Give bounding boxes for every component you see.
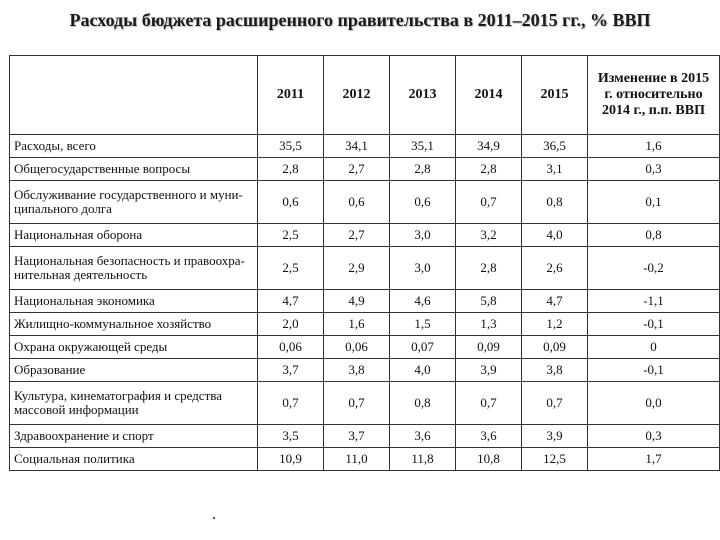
row-label: Национальная экономика [10,290,258,313]
table-row [10,158,720,181]
value-cell: 0,8 [522,181,588,224]
row-label: Общегосударственные вопросы [10,158,258,181]
change-value-cell: 1,7 [588,448,720,471]
value-cell: 2,5 [258,247,324,290]
value-cell: 0,07 [390,336,456,359]
table-row [10,313,720,336]
value-cell: 1,3 [456,313,522,336]
value-cell: 0,8 [390,382,456,425]
value-cell: 0,7 [324,382,390,425]
table-row [10,290,720,313]
value-cell: 2,8 [258,158,324,181]
value-cell: 2,9 [324,247,390,290]
value-cell: 2,8 [390,158,456,181]
value-cell: 35,1 [390,135,456,158]
stray-dot [213,517,215,519]
value-cell: 4,7 [258,290,324,313]
header-cell-change: Изменение в 2015 г. относительно 2014 г., п.п. ВВП [588,56,720,135]
row-label: Охрана окружающей среды [10,336,258,359]
value-cell: 34,9 [456,135,522,158]
row-label: Образование [10,359,258,382]
table-row [10,135,720,158]
value-cell: 3,1 [522,158,588,181]
header-cell-year: 2015 [522,56,588,135]
value-cell: 3,7 [258,359,324,382]
value-cell: 3,6 [456,425,522,448]
value-cell: 3,6 [390,425,456,448]
value-cell: 0,09 [522,336,588,359]
value-cell: 0,6 [258,181,324,224]
value-cell: 0,6 [390,181,456,224]
row-label: Обслуживание государственного и муни- ципального долга [10,181,258,224]
value-cell: 4,9 [324,290,390,313]
value-cell: 3,0 [390,247,456,290]
change-value-cell: 0,3 [588,425,720,448]
value-cell: 4,7 [522,290,588,313]
value-cell: 12,5 [522,448,588,471]
change-value-cell: 0,3 [588,158,720,181]
header-cell-year: 2012 [324,56,390,135]
table-header-row [10,56,720,135]
table-row [10,359,720,382]
value-cell: 3,5 [258,425,324,448]
table-row [10,336,720,359]
header-cell-year: 2013 [390,56,456,135]
value-cell: 0,09 [456,336,522,359]
value-cell: 3,8 [522,359,588,382]
value-cell: 1,5 [390,313,456,336]
value-cell: 2,7 [324,158,390,181]
value-cell: 0,7 [456,382,522,425]
value-cell: 35,5 [258,135,324,158]
table-row [10,247,720,290]
value-cell: 11,8 [390,448,456,471]
table-row [10,382,720,425]
change-value-cell: -0,1 [588,313,720,336]
table-row [10,181,720,224]
value-cell: 10,8 [456,448,522,471]
value-cell: 2,0 [258,313,324,336]
change-value-cell: 0,0 [588,382,720,425]
row-label: Национальная оборона [10,224,258,247]
change-value-cell: 1,6 [588,135,720,158]
change-value-cell: 0,1 [588,181,720,224]
value-cell: 3,9 [522,425,588,448]
value-cell: 4,6 [390,290,456,313]
value-cell: 0,7 [522,382,588,425]
table-row [10,425,720,448]
value-cell: 2,6 [522,247,588,290]
value-cell: 4,0 [522,224,588,247]
header-cell-label [10,56,258,135]
row-label: Жилищно-коммунальное хозяйство [10,313,258,336]
row-label: Культура, кинематография и средства массовой информации [10,382,258,425]
value-cell: 0,7 [258,382,324,425]
value-cell: 5,8 [456,290,522,313]
row-label: Расходы, всего [10,135,258,158]
value-cell: 2,7 [324,224,390,247]
value-cell: 0,6 [324,181,390,224]
header-cell-year: 2011 [258,56,324,135]
value-cell: 1,6 [324,313,390,336]
value-cell: 3,2 [456,224,522,247]
value-cell: 3,9 [456,359,522,382]
row-label: Социальная политика [10,448,258,471]
value-cell: 34,1 [324,135,390,158]
value-cell: 2,8 [456,158,522,181]
change-value-cell: -1,1 [588,290,720,313]
row-label: Здравоохранение и спорт [10,425,258,448]
value-cell: 0,06 [324,336,390,359]
header-cell-year: 2014 [456,56,522,135]
row-label: Национальная безопасность и правоохра- нительная деятельность [10,247,258,290]
table-panel [4,55,716,513]
value-cell: 2,8 [456,247,522,290]
slide-title: Расходы бюджета расширенного правительства в 2011–2015 гг., % ВВП [69,10,651,30]
value-cell: 11,0 [324,448,390,471]
change-value-cell: -0,1 [588,359,720,382]
value-cell: 3,8 [324,359,390,382]
value-cell: 3,7 [324,425,390,448]
value-cell: 1,2 [522,313,588,336]
value-cell: 0,7 [456,181,522,224]
change-value-cell: 0,8 [588,224,720,247]
change-value-cell: 0 [588,336,720,359]
value-cell: 0,06 [258,336,324,359]
value-cell: 2,5 [258,224,324,247]
table-row [10,448,720,471]
value-cell: 4,0 [390,359,456,382]
change-value-cell: -0,2 [588,247,720,290]
value-cell: 10,9 [258,448,324,471]
table-body [10,135,720,471]
table-row [10,224,720,247]
value-cell: 3,0 [390,224,456,247]
budget-expenditure-table [9,55,720,471]
value-cell: 36,5 [522,135,588,158]
